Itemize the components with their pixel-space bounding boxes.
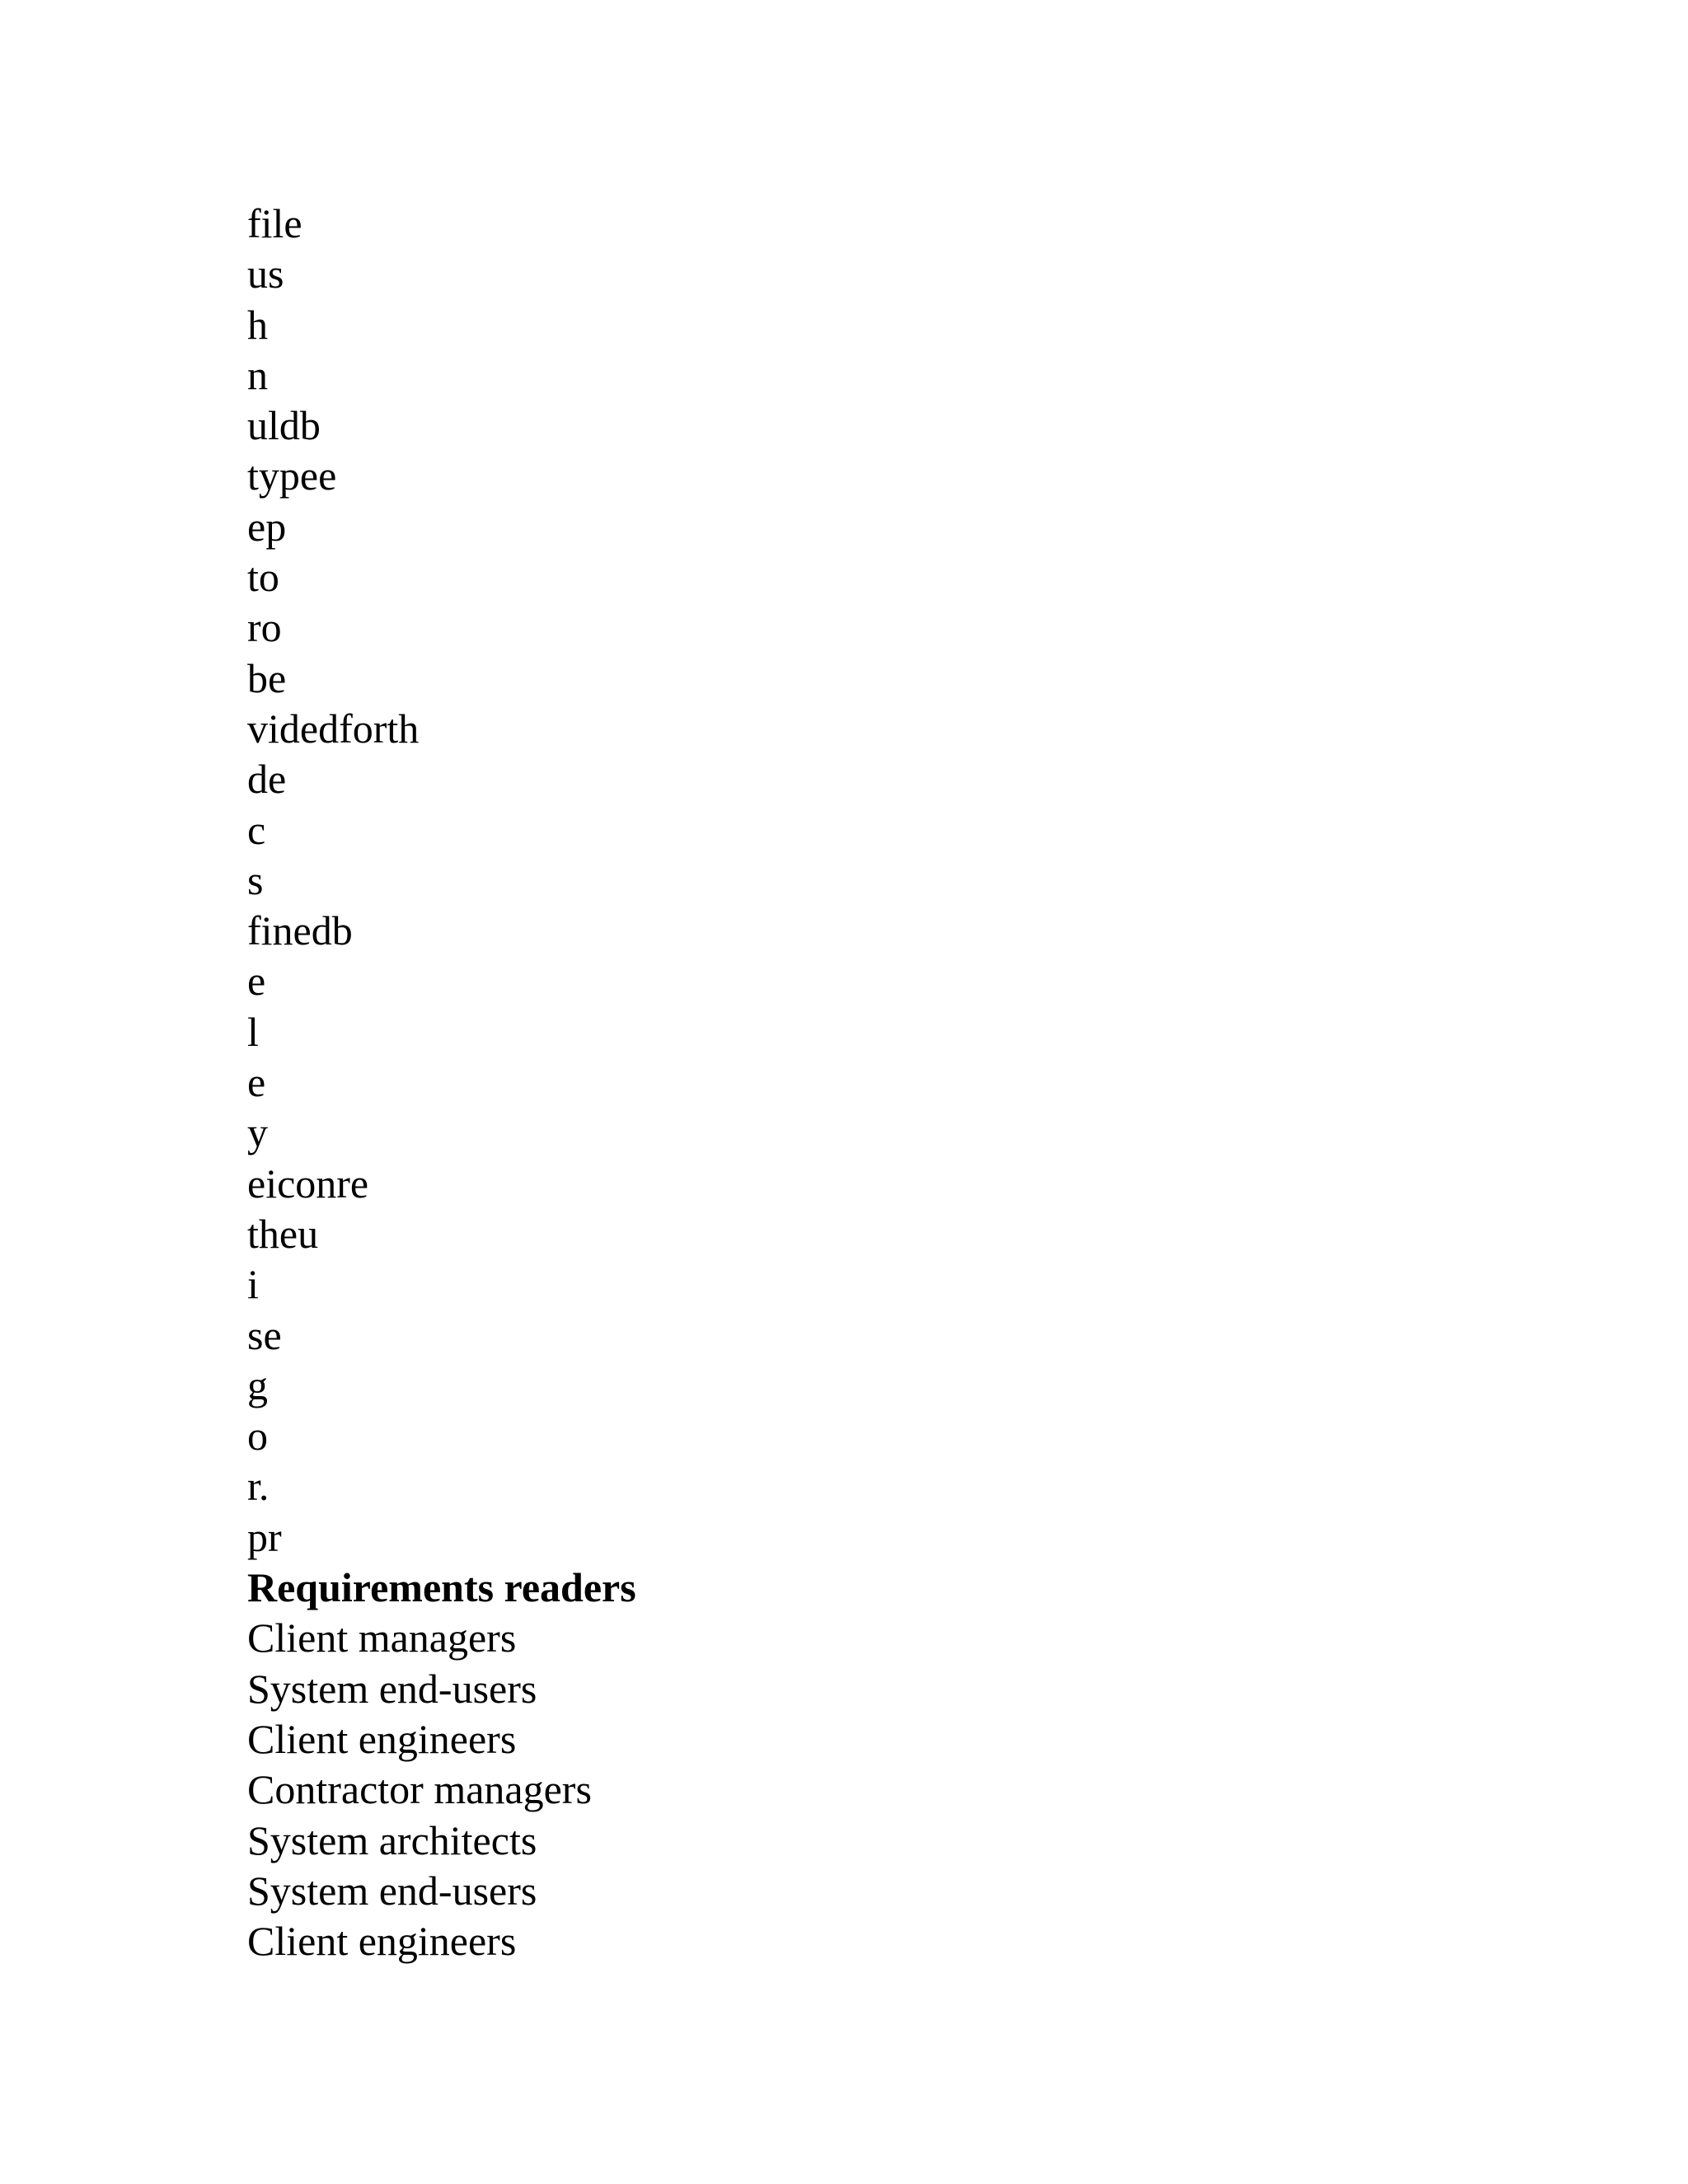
reader-item: System end-users: [247, 1867, 537, 1914]
text-fragment: ro: [247, 604, 282, 651]
reader-item: System architects: [247, 1816, 537, 1863]
readers-heading: Requirements readers: [247, 1564, 636, 1611]
text-fragment: eiconre: [247, 1160, 369, 1207]
text-fragment: pr: [247, 1513, 282, 1560]
text-fragment: o: [247, 1413, 268, 1460]
text-fragment: finedb: [247, 907, 353, 954]
text-fragment: n: [247, 351, 268, 398]
text-fragment: s: [247, 856, 264, 903]
text-fragment: typee: [247, 452, 337, 499]
text-fragment: g: [247, 1361, 268, 1408]
text-fragment: l: [247, 1008, 259, 1055]
reader-item: Client engineers: [247, 1715, 517, 1762]
text-fragment: videdforth: [247, 705, 420, 752]
text-fragment: theu: [247, 1210, 319, 1257]
reader-item: Contractor managers: [247, 1766, 592, 1813]
text-fragment: h: [247, 301, 268, 348]
text-fragment: r.: [247, 1463, 270, 1510]
reader-item: System end-users: [247, 1665, 537, 1712]
text-fragment: i: [247, 1261, 259, 1308]
text-fragment: to: [247, 554, 279, 601]
text-fragment: se: [247, 1311, 282, 1358]
reader-item: Client engineers: [247, 1918, 517, 1965]
text-block: [247, 199, 636, 1966]
text-fragment: ep: [247, 503, 287, 550]
text-fragment: de: [247, 756, 287, 803]
text-fragment: c: [247, 806, 266, 853]
text-fragment: uldb: [247, 402, 321, 449]
text-fragment: y: [247, 1109, 268, 1156]
text-fragment: e: [247, 958, 266, 1005]
text-fragment: file: [247, 200, 302, 246]
text-fragment: e: [247, 1059, 266, 1106]
reader-item: Client managers: [247, 1615, 517, 1661]
text-fragment: be: [247, 654, 287, 701]
text-fragment: us: [247, 251, 284, 298]
